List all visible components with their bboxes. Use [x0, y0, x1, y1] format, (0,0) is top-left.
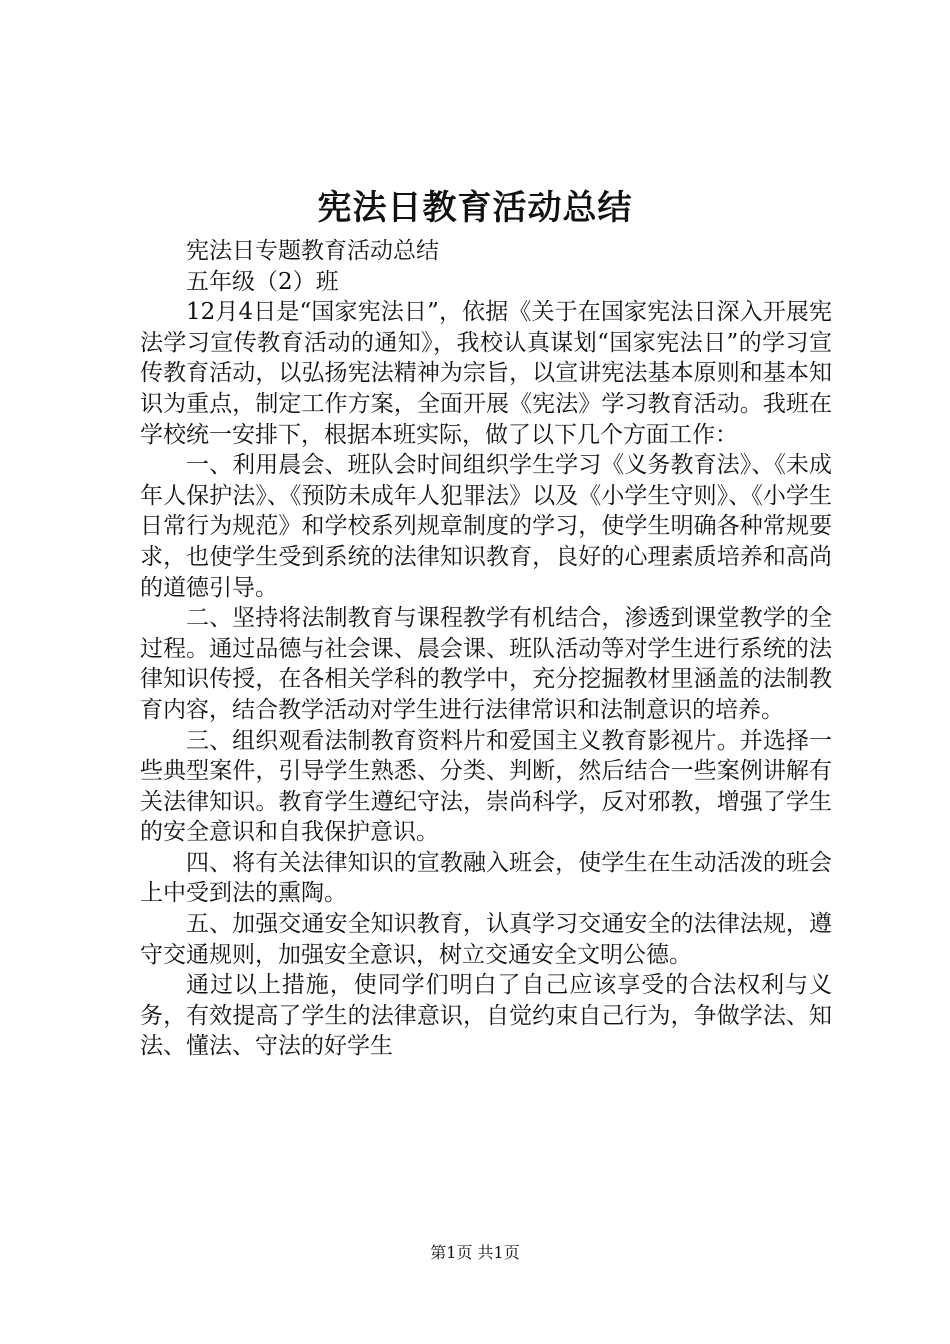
subtitle-paragraph: 宪法日专题教育活动总结	[186, 238, 439, 264]
item-four-paragraph: 四、将有关法律知识的宣教融入班会，使学生在生动活泼的班会上中受到法的熏陶。	[140, 849, 832, 907]
item-two-paragraph: 二、坚持将法制教育与课程教学有机结合，渗透到课堂教学的全过程。通过品德与社会课、晨会课、班队活动等对学生进行系统的法律知识传授，在各相关学科的教学中，充分挖掘教材里涵盖的法制教育内容，结合教学活动对学生进行法律常识和法制意识的培养。	[140, 605, 832, 723]
item-five-paragraph: 五、加强交通安全知识教育，认真学习交通安全的法律法规，遵守交通规则，加强安全意识，树立交通安全文明公德。	[140, 911, 832, 968]
intro-paragraph: 12月4日是“国家宪法日”，依据《关于在国家宪法日深入开展宪法学习宣传教育活动的通知》，我校认真谋划“国家宪法日”的学习宣传教育活动，以弘扬宪法精神为宗旨，以宣讲宪法基本原则和基本知识为重点，制定工作方案，全面开展《宪法》学习教育活动。我班在学校统一安排下，根据本班实际，做了以下几个方面工作：	[140, 299, 832, 448]
item-one-paragraph: 一、利用晨会、班队会时间组织学生学习《义务教育法》、《未成年人保护法》、《预防未成年人犯罪法》以及《小学生守则》、《小学生日常行为规范》和学校系列规章制度的学习，使学生明确各种常规要求，也使学生受到系统的法律知识教育，良好的心理素质培养和高尚的道德引导。	[140, 452, 832, 601]
class-paragraph: 五年级（2）班	[186, 268, 339, 295]
document-body	[140, 236, 832, 1062]
conclusion-paragraph: 通过以上措施，使同学们明白了自己应该享受的合法权利与义务，有效提高了学生的法律意识，自觉约束自己行为，争做学法、知法、懂法、守法的好学生	[140, 972, 832, 1060]
page-footer: 第1页 共1页	[430, 1243, 520, 1262]
item-three-paragraph: 三、组织观看法制教育资料片和爱国主义教育影视片。并选择一些典型案件，引导学生熟悉、分类、判断，然后结合一些案例讲解有关法律知识。教育学生遵纪守法，崇尚科学，反对邪教，增强了学生的安全意识和自我保护意识。	[140, 727, 832, 846]
document-title: 宪法日教育活动总结	[317, 188, 633, 228]
